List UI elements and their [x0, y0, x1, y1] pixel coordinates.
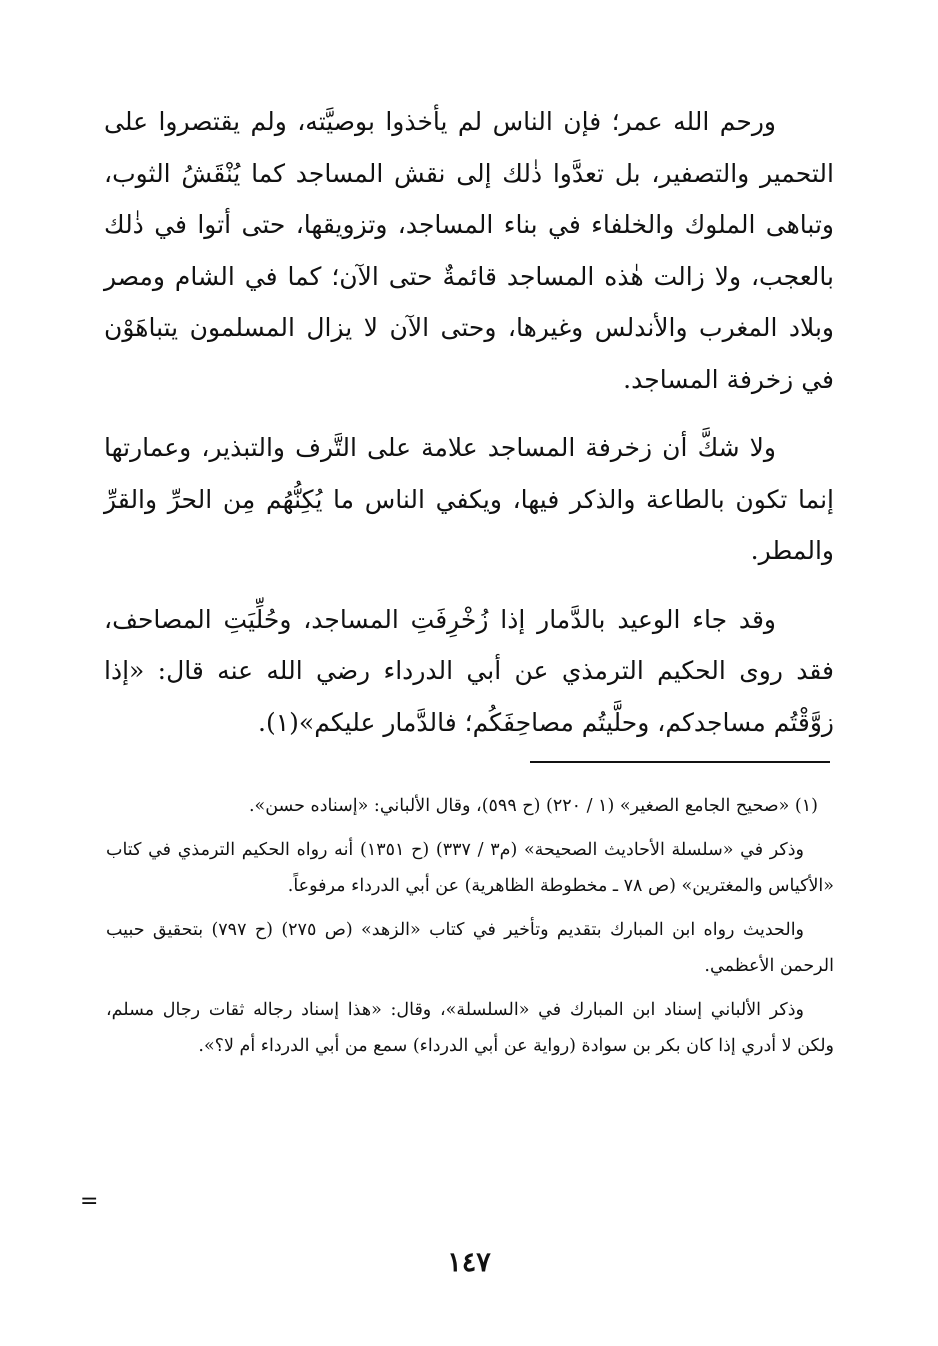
footnote-separator — [530, 761, 830, 763]
page-number: ١٤٧ — [447, 1247, 491, 1278]
footnotes — [106, 788, 834, 1072]
paragraph: ورحم الله عمر؛ فإن الناس لم يأخذوا بوصيَّته، ولم يقتصروا على التحمير والتصفير، بل تعدَّوا ذٰلك إلى نقش المساجد كما يُنْقَشُ الثوب، وتباهى الملوك والخلفاء في بناء المساجد، وتزويقها، حتى أتوا في ذٰلك بالعجب، ولا زالت هٰذه المساجد قائمةٌ حتى الآن؛ كما في الشام ومصر وبلاد المغرب والأندلس وغيرها، وحتى الآن لا يزال المسلمون يتباهَوْن في زخرفة المساجد. — [104, 107, 834, 394]
footnote-continuation: وذكر في «سلسلة الأحاديث الصحيحة» (م٣ / ٣٣٧) (ح ١٣٥١) أنه رواه الحكيم الترمذي في كتاب «الأكياس والمغترين» (ص ٧٨ ـ مخطوطة الظاهرية) عن أبي الدرداء مرفوعاً. — [106, 840, 834, 896]
main-text — [104, 96, 834, 765]
footnote: (١) «صحيح الجامع الصغير» (١ / ٢٢٠) (ح ٥٩٩)، وقال الألباني: «إسناده حسن». — [248, 796, 818, 816]
continuation-mark: = — [80, 1189, 99, 1214]
footnote-continuation: وذكر الألباني إسناد ابن المبارك في «السلسلة»، وقال: «هذا إسناد رجاله ثقات رجال مسلم، ولكن لا أدري إذا كان بكر بن سوادة (رواية عن أبي الدرداء) سمع من أبي الدرداء أم لا؟». — [106, 1000, 834, 1056]
footnote-continuation: والحديث رواه ابن المبارك بتقديم وتأخير في كتاب «الزهد» (ص ٢٧٥) (ح ٧٩٧) بتحقيق حبيب الرحمن الأعظمي. — [106, 920, 834, 976]
paragraph: وقد جاء الوعيد بالدَّمار إذا زُخْرِفَتِ المساجد، وحُلِّيَتِ المصاحف، فقد روى الحكيم الترمذي عن أبي الدرداء رضي الله عنه قال: «إذا زوَّقْتُم مساجدكم، وحلَّيتُم مصاحِفَكُم؛ فالدَّمار عليكم»(١). — [104, 604, 834, 737]
paragraph: ولا شكَّ أن زخرفة المساجد علامة على التَّرف والتبذير، وعمارتها إنما تكون بالطاعة والذكر فيها، ويكفي الناس ما يُكِنُّهُم مِن الحرِّ والقرِّ والمطر. — [104, 433, 834, 565]
